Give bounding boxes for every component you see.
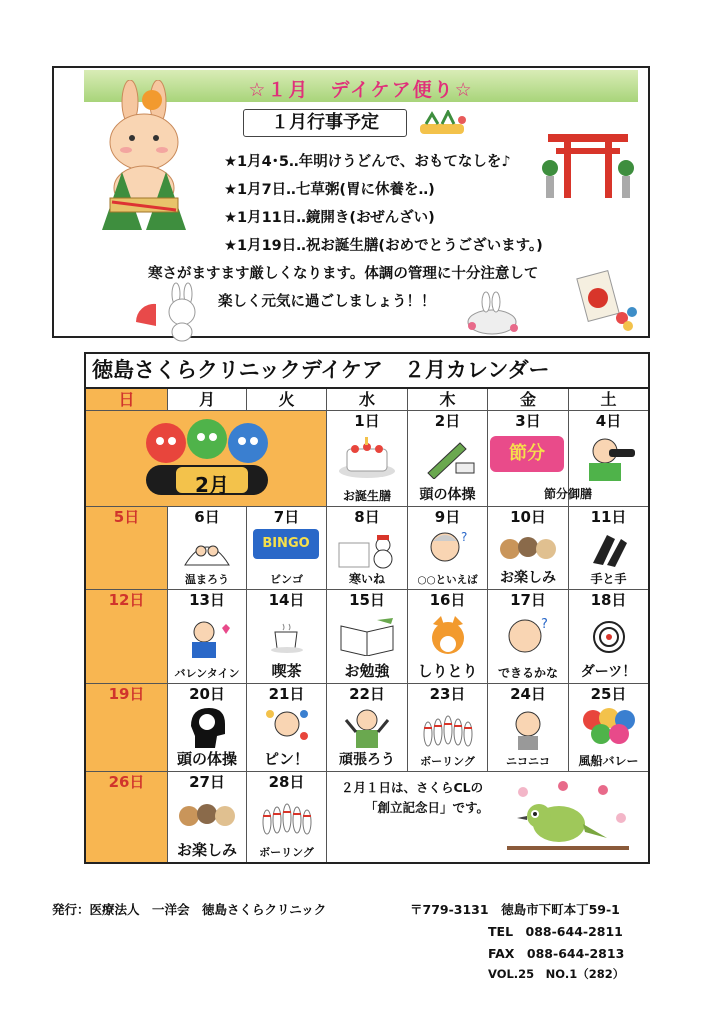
idea-person-icon (262, 706, 312, 746)
activity-label: ビンゴ (270, 573, 303, 586)
activity-label: ニコニコ (506, 755, 550, 768)
weekday-header-mon: 月 (168, 389, 247, 411)
bush-warbler-plum-illustration (503, 778, 633, 860)
activity-label: 温まろう (185, 573, 229, 586)
date-label: 1日 (354, 412, 380, 430)
activity-label: できるかな (497, 666, 558, 680)
publisher-info: 発行：医療法人 一洋会 徳島さくらクリニック (52, 902, 327, 917)
date-label: 8日 (354, 508, 380, 526)
founding-note-line: ２月１日は、さくらCLの (341, 780, 484, 795)
cheering-elder-icon (342, 706, 392, 748)
svg-text:?: ? (460, 530, 467, 544)
activity-label: ピン！ (263, 750, 309, 768)
day-cell (168, 684, 247, 772)
health-note-line: 楽しく元気に過ごしましょう！！ (218, 294, 436, 310)
birthday-cake-icon (337, 435, 397, 479)
activity-label: 手と手 (590, 572, 627, 586)
eating-ehomaki-icon (581, 435, 637, 481)
day-cell (247, 590, 327, 684)
day-cell (168, 507, 247, 590)
svg-text:?: ? (541, 617, 548, 632)
rabbit-kadomatsu-illustration (92, 80, 196, 230)
health-note-line: 寒さがますます厳しくなります。体調の管理に十分注意して (148, 266, 539, 282)
date-label: 2日 (434, 412, 461, 430)
date-label: 17日 (510, 591, 546, 609)
kotatsu-icon (181, 529, 233, 567)
date-label: 15日 (349, 591, 385, 609)
weekday-header-sun: 日 (86, 389, 168, 411)
event-item: ★1月7日‥七草粥(胃に休養を‥) (224, 182, 435, 198)
activity-label: お勉強 (344, 662, 390, 680)
day-cell-sunday (86, 772, 168, 862)
day-cell (408, 590, 488, 684)
weekday-header-tue: 火 (247, 389, 327, 411)
activity-label: バレンタイン (174, 667, 240, 680)
event-item: ★1月11日‥鏡開き(おぜんざい) (224, 210, 435, 226)
activity-label: お誕生膳 (342, 489, 391, 503)
date-label: 10日 (510, 508, 546, 526)
pencil-eraser-icon (420, 439, 476, 479)
day-cell (488, 507, 569, 590)
dog-group-icon (498, 529, 558, 565)
thinking-grandpa-icon (501, 614, 555, 660)
day-cell (327, 590, 408, 684)
day-cell (168, 772, 247, 862)
telephone-number: TEL 088-644-2811 (488, 924, 623, 939)
torii-gate-illustration (542, 128, 634, 198)
day-cell (247, 507, 327, 590)
fox-animals-icon (423, 614, 473, 660)
date-label: 21日 (268, 685, 305, 703)
date-label: 28日 (268, 773, 305, 791)
volume-number: VOL.25 NO.1（282） (488, 967, 625, 981)
date-label: 14日 (268, 591, 305, 609)
date-label: 18日 (590, 591, 627, 609)
day-cell (408, 684, 488, 772)
day-cell (569, 507, 648, 590)
founding-note-line: 「創立記念日」です。 (365, 800, 490, 815)
calendar-title: 徳島さくらクリニックデイケア ２月カレンダー (84, 352, 650, 389)
day-cell (247, 684, 327, 772)
daruma-kite-illustration (574, 268, 640, 332)
postal-address: 〒779-3131 徳島市下町本丁59-1 (410, 902, 620, 917)
day-cell (327, 684, 408, 772)
day-cell (327, 411, 408, 507)
dog-group-icon (177, 796, 237, 832)
activity-label: ダーツ！ (580, 664, 637, 680)
events-heading: １月行事予定 (243, 109, 407, 137)
snowman-icon (337, 529, 397, 569)
month-badge: 2月 (195, 473, 229, 497)
day-cell-sunday (86, 684, 168, 772)
activity-label: 喫茶 (271, 662, 302, 680)
activity-label: しりとり (417, 662, 478, 680)
bingo-sign: BINGO (253, 529, 319, 559)
founding-note (327, 774, 648, 862)
day-cell-sunday (86, 590, 168, 684)
brain-head-icon (185, 706, 229, 748)
weekday-header-wed: 水 (327, 389, 408, 411)
bowling-pins-icon (418, 708, 478, 748)
coffee-cup-icon (267, 620, 307, 654)
day-cell (327, 507, 408, 590)
activity-label: 頑張ろう (339, 752, 395, 768)
day-cell-sunday (86, 507, 168, 590)
clapping-hands-icon (587, 529, 631, 567)
date-label: 25日 (590, 685, 627, 703)
rabbit-plum-illustration (462, 290, 522, 336)
rabbit-fan-illustration (132, 282, 212, 342)
newsletter-title: ☆１月 デイケア便り☆ (248, 79, 474, 101)
activity-label: 頭の体操 (176, 750, 237, 768)
date-label: 11日 (590, 508, 627, 526)
setsubun-sign: 節分 (490, 436, 564, 472)
month-badge-cell (86, 411, 327, 507)
date-label: 6日 (194, 508, 220, 526)
date-label: 3日 (515, 412, 541, 430)
event-item: ★1月4･5‥年明けうどんで、おもてなしを♪ (224, 154, 511, 170)
day-cell (488, 684, 569, 772)
thinking-grandma-icon (423, 529, 473, 569)
smiling-elder-icon (506, 708, 550, 750)
date-label: 27日 (189, 773, 225, 791)
day-cell (247, 772, 327, 862)
date-label: 7日 (273, 508, 300, 526)
date-label: 24日 (510, 685, 546, 703)
activity-label: お楽しみ (500, 570, 556, 586)
date-label: 20日 (189, 685, 225, 703)
activity-label: ボーリング (259, 846, 314, 859)
activity-label: ○○といえば (417, 574, 478, 586)
date-label: 16日 (429, 591, 466, 609)
date-label: 4日 (595, 412, 622, 430)
balloons-icon (579, 706, 639, 748)
day-cell (408, 411, 488, 507)
valentine-boy-icon (182, 618, 232, 658)
date-label: 26日 (108, 773, 145, 791)
activity-label: お楽しみ (176, 841, 237, 859)
day-cell (168, 590, 247, 684)
date-label: 13日 (189, 591, 225, 609)
activity-label: 節分御膳 (543, 487, 592, 501)
activity-label: 頭の体操 (419, 487, 476, 503)
weekday-header-sat: 土 (569, 389, 648, 411)
dartboard-icon (592, 620, 626, 654)
weekday-header-fri: 金 (488, 389, 569, 411)
activity-label: ボーリング (420, 755, 475, 768)
bowling-pins-icon (257, 796, 317, 836)
open-book-icon (337, 616, 397, 656)
event-item: ★1月19日‥祝お誕生膳(おめでとうございます。) (224, 238, 543, 254)
activity-label: 寒いね (348, 572, 385, 586)
date-label: 23日 (429, 685, 466, 703)
weekday-header-thu: 木 (408, 389, 488, 411)
new-year-decoration-illustration (412, 110, 472, 142)
day-cell (569, 684, 648, 772)
date-label: 12日 (108, 591, 145, 609)
date-label: 9日 (434, 508, 461, 526)
day-cell (408, 507, 488, 590)
date-label: 5日 (113, 508, 140, 526)
day-cell (488, 590, 569, 684)
fax-number: FAX 088-644-2813 (488, 946, 625, 961)
day-cell (569, 590, 648, 684)
date-label: 22日 (349, 685, 385, 703)
date-label: 19日 (108, 685, 145, 703)
activity-label: 風船バレー (578, 754, 639, 768)
